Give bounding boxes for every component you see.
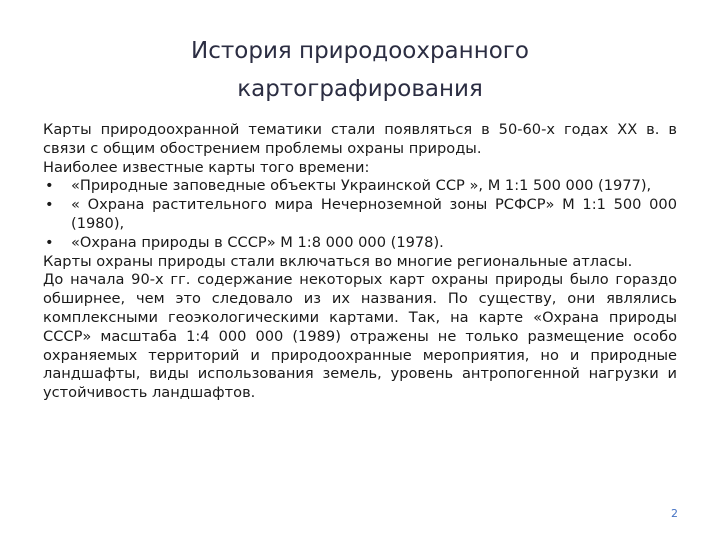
bullet-text: «Природные заповедные объекты Украинской ССР », М 1:1 500 000 (1977), (71, 177, 652, 195)
regional-paragraph: Карты охраны природы стали включаться во многие региональные атласы. (43, 252, 633, 270)
bullet-text: « Охрана растительного мира Нечерноземной зоны РСФСР» М 1:1 500 000 (1980), (71, 196, 677, 232)
known-maps-heading: Наиболее известные карты того времени: (43, 158, 370, 176)
bullet-item (43, 196, 677, 234)
bullet-marker: • (45, 196, 54, 214)
history-paragraph: До начала 90-х гг. содержание некоторых карт охраны природы было гораздо обширнее, чем это следовало из их названия. По существу, они являлись комплексными геоэкологическими картами. Так, на карте «Охрана природы СССР» масштаба 1:4 000 000 (1989) отражены не только размещение особо охраняемых территорий и природоохранные мероприятия, но и природные ландшафты, виды использования земель, уровень антропогенной нагрузки и устойчивость ландшафтов. (43, 271, 677, 402)
bullet-marker: • (45, 177, 54, 195)
title-line-1: История природоохранного (191, 38, 529, 64)
bullet-item (43, 177, 677, 196)
slide-title (100, 32, 620, 108)
bullet-marker: • (45, 233, 54, 251)
slide-body (43, 121, 677, 403)
title-line-2: картографирования (237, 76, 483, 102)
page-number: 2 (671, 507, 678, 520)
intro-paragraph: Карты природоохранной тематики стали появляться в 50-60-х годах XX в. в связи с общим обострением проблемы охраны природы. (43, 121, 677, 157)
bullet-item (43, 234, 677, 253)
bullet-text: «Охрана природы в СССР» М 1:8 000 000 (1978). (71, 233, 444, 251)
